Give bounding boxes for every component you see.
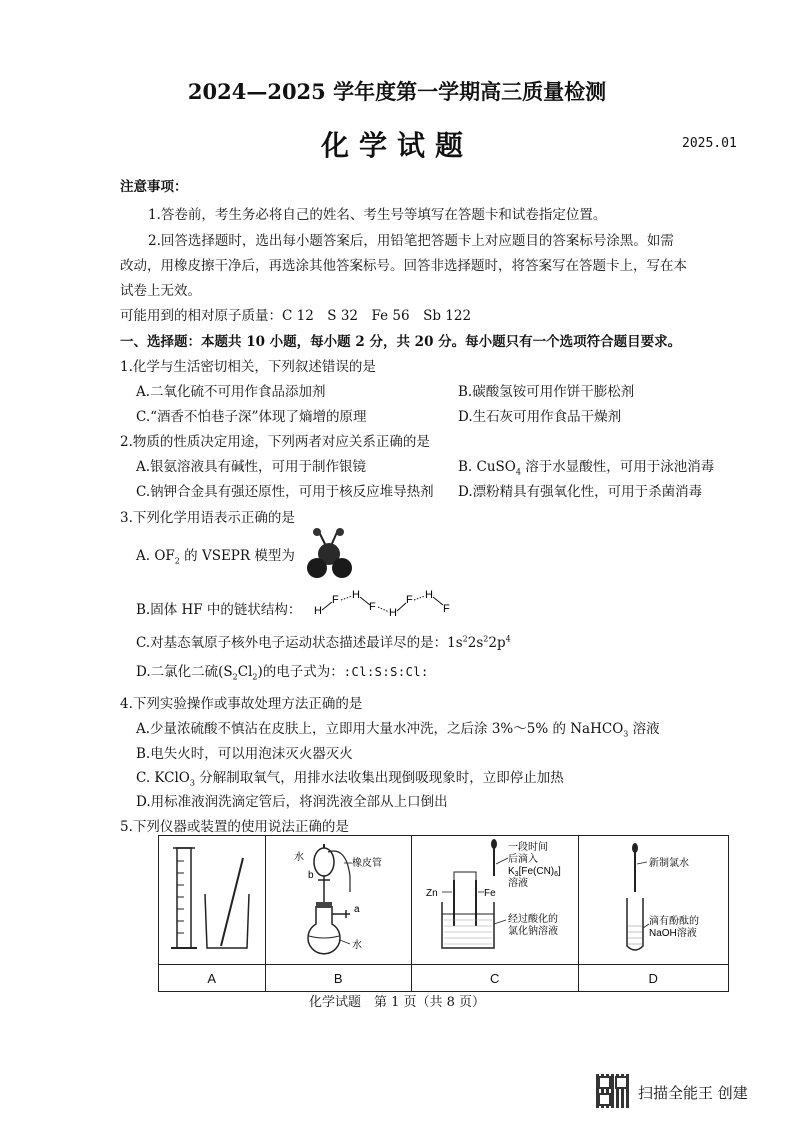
q2-option-b: B. CuSO$_4$ 溶于水显酸性，可用于泳池消毒 bbox=[458, 459, 715, 477]
notice-item-2b: 改动，用橡皮擦干净后，再选涂其他答案标号。回答非选择题时，将答案写在答题卡上，写在本 bbox=[120, 258, 687, 274]
svg-text:新制氯水: 新制氯水 bbox=[648, 858, 689, 869]
hf-atom: F bbox=[443, 603, 450, 615]
apparatus-a-cell bbox=[159, 836, 266, 965]
hf-atom: H bbox=[314, 605, 322, 617]
q3-stem: 3.下列化学用语表示正确的是 bbox=[120, 510, 295, 526]
watermark-text: 扫描全能王 创建 bbox=[638, 1084, 748, 1102]
section-heading: 一、选择题：本题共 10 小题，每小题 2 分，共 20 分。每小题只有一个选项符合题目要求。 bbox=[120, 334, 682, 350]
svg-text:b: b bbox=[307, 870, 314, 881]
svg-text:经过酸化的: 经过酸化的 bbox=[508, 914, 558, 925]
svg-text:Fe: Fe bbox=[484, 888, 496, 899]
apparatus-d-cell bbox=[578, 836, 729, 965]
svg-text:一段时间: 一段时间 bbox=[508, 842, 548, 853]
hf-atom: H bbox=[389, 607, 397, 619]
apparatus-c-cell bbox=[412, 836, 579, 965]
label-a: A bbox=[159, 965, 266, 992]
qr-code-icon bbox=[596, 1074, 630, 1108]
q1-option-a: A.二氧化硫不可用作食品添加剂 bbox=[136, 384, 326, 400]
q5-stem: 5.下列仪器或装置的使用说法正确的是 bbox=[120, 819, 349, 835]
hf-atom: F bbox=[369, 601, 376, 613]
label-c: C bbox=[412, 965, 579, 992]
svg-text:NaOH溶液: NaOH溶液 bbox=[648, 928, 697, 939]
q4-option-b: B.电失火时，可以用泡沫灭火器灭火 bbox=[136, 746, 353, 762]
q4-option-a: A.少量浓硫酸不慎沾在皮肤上，立即用大量水冲洗，之后涂 3%～5% 的 NaHCO$_3$ 溶液 bbox=[136, 721, 660, 739]
q1-option-c: C.“酒香不怕巷子深”体现了熵增的原理 bbox=[136, 409, 367, 425]
notice-item-2c: 试卷上无效。 bbox=[120, 283, 201, 299]
page-footer: 化学试题 第 1 页（共 8 页） bbox=[308, 995, 486, 1010]
graduated-cylinder-beaker bbox=[159, 836, 263, 960]
hf-chain-structure bbox=[310, 588, 460, 622]
separating-funnel-flask bbox=[266, 836, 410, 960]
svg-text:溶液: 溶液 bbox=[508, 878, 528, 889]
svg-text:滴有酚酞的: 滴有酚酞的 bbox=[648, 916, 699, 927]
test-tube-dropper bbox=[579, 836, 727, 960]
hf-atom: H bbox=[352, 589, 360, 601]
atomic-masses: 可能用到的相对原子质量：C 12 S 32 Fe 56 Sb 122 bbox=[120, 308, 472, 324]
q2-option-d: D.漂粉精具有强氧化性，可用于杀菌消毒 bbox=[458, 484, 703, 500]
hf-atom: F bbox=[406, 594, 413, 606]
q1-option-d: D.生石灰可用作食品干燥剂 bbox=[458, 409, 622, 425]
q3-option-d: D.二氯化二硫$(S_2Cl_2)$的电子式为：:Cl:S:S:Cl: bbox=[136, 664, 429, 682]
hf-atom: H bbox=[425, 589, 433, 601]
svg-text:水: 水 bbox=[351, 940, 362, 951]
electrochemical-cell bbox=[412, 836, 576, 960]
svg-text:后滴入: 后滴入 bbox=[508, 854, 538, 865]
apparatus-table bbox=[158, 835, 729, 992]
q4-option-c: C. KClO$_3$ 分解制取氧气，用排水法收集出现倒吸现象时，立即停止加热 bbox=[136, 770, 564, 788]
hf-atom: F bbox=[332, 594, 339, 606]
exam-title: 2024—2025 学年度第一学期高三质量检测 bbox=[187, 79, 607, 104]
svg-text:Zn: Zn bbox=[426, 888, 438, 899]
q1-stem: 1.化学与生活密切相关，下列叙述错误的是 bbox=[120, 359, 376, 375]
q3-option-b: B.固体 HF 中的链状结构： bbox=[136, 602, 302, 618]
svg-text:橡皮管: 橡皮管 bbox=[351, 858, 382, 869]
q2-stem: 2.物质的性质决定用途，下列两者对应关系正确的是 bbox=[120, 434, 430, 450]
svg-text:a: a bbox=[353, 904, 360, 915]
svg-text:水: 水 bbox=[293, 852, 304, 863]
svg-text:K3[Fe(CN)6]: $K_3[Fe(CN)_6]$ bbox=[508, 866, 561, 878]
notice-item-2a: 2.回答选择题时，选出每小题答案后，用铅笔把答题卡上对应题目的答案标号涂黑。如需 bbox=[148, 233, 674, 249]
s2cl2-electron-formula: :Cl:S:S:Cl: bbox=[343, 665, 429, 679]
q3-option-a: A. $OF_2$ 的 VSEPR 模型为 bbox=[136, 548, 295, 566]
svg-text:氯化钠溶液: 氯化钠溶液 bbox=[508, 926, 558, 937]
q4-option-d: D.用标准液润洗滴定管后，将润洗液全部从上口倒出 bbox=[136, 794, 448, 810]
q2-option-c: C.钠钾合金具有强还原性，可用于核反应堆导热剂 bbox=[136, 484, 434, 500]
q4-stem: 4.下列实验操作或事故处理方法正确的是 bbox=[120, 696, 363, 712]
q1-option-b: B.碳酸氢铵可用作饼干膨松剂 bbox=[458, 384, 635, 400]
notice-item-1: 1.答卷前，考生务必将自己的姓名、考生号等填写在答题卡和试卷指定位置。 bbox=[148, 207, 607, 223]
notice-heading: 注意事项： bbox=[120, 179, 188, 195]
q3-option-c: C.对基态氧原子核外电子运动状态描述最详尽的是：$1s^22s^22p^4$ bbox=[136, 634, 511, 651]
apparatus-b-cell bbox=[265, 836, 412, 965]
exam-date: 2025.01 bbox=[682, 136, 737, 151]
q2-option-a: A.银氨溶液具有碱性，可用于制作银镜 bbox=[136, 459, 367, 475]
vsepr-model-image bbox=[300, 526, 364, 582]
subject-title: 化学试题 bbox=[320, 129, 473, 162]
label-b: B bbox=[265, 965, 412, 992]
label-d: D bbox=[578, 965, 729, 992]
